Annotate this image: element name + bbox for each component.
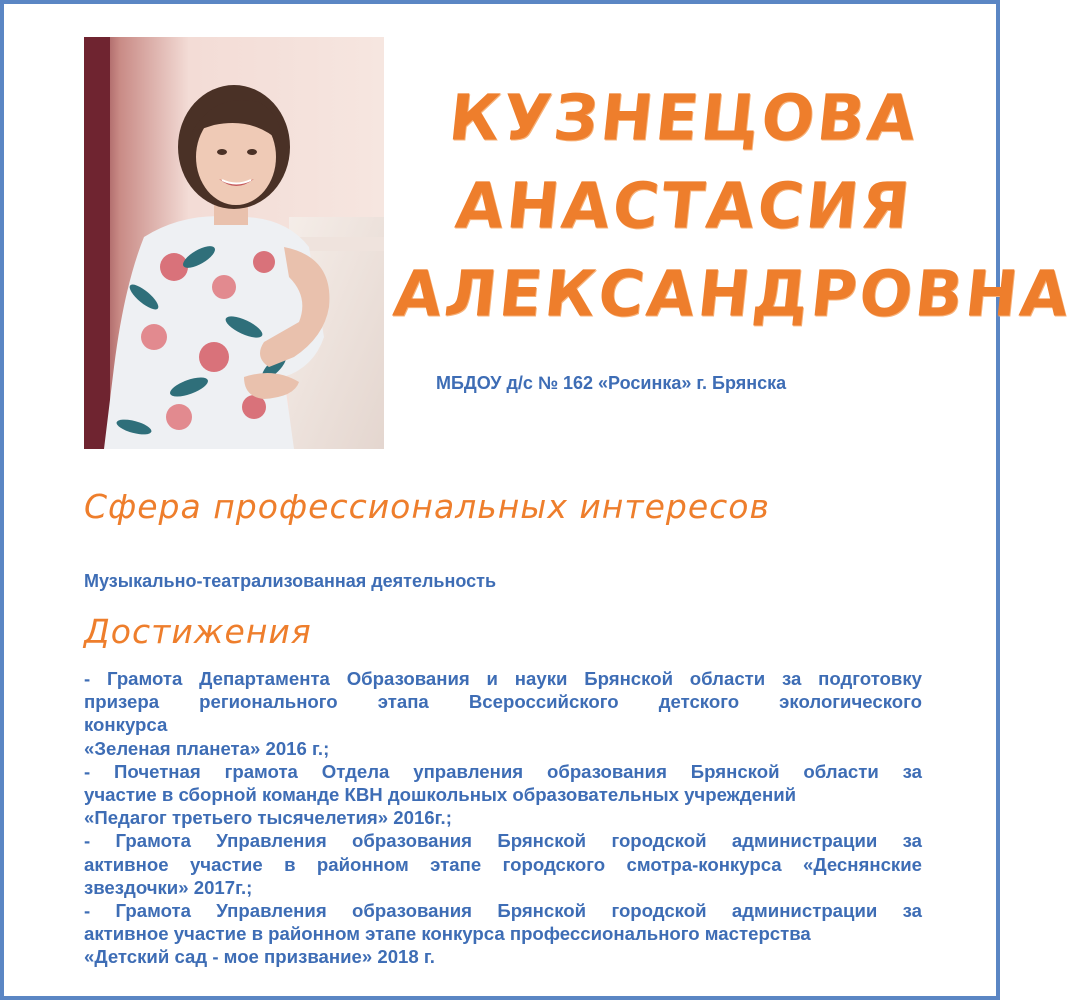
surname: КУЗНЕЦОВА bbox=[445, 80, 923, 155]
portrait-photo bbox=[84, 37, 384, 449]
achievements-heading: Достижения bbox=[84, 612, 312, 651]
achievement-line: звездочки» 2017г.; bbox=[84, 876, 253, 898]
patronymic: АЛЕКСАНДРОВНА bbox=[390, 256, 1076, 331]
achievement-line: - Грамота Управления образования Брянской городской администрации за bbox=[84, 830, 922, 852]
achievement-line: призера регионального этапа Всероссийского детского экологического bbox=[84, 691, 922, 713]
first-name: АНАСТАСИЯ bbox=[452, 168, 916, 243]
achievement-line: - Почетная грамота Отдела управления образования Брянской области за bbox=[84, 760, 922, 782]
full-name bbox=[390, 74, 1076, 338]
achievement-line: «Детский сад - мое призвание» 2018 г. bbox=[84, 946, 435, 968]
achievement-line: участие в сборной команде КВН дошкольных образовательных учреждений bbox=[84, 783, 797, 805]
achievement-line: активное участие в районном этапе конкурса профессионального мастерства bbox=[84, 923, 811, 945]
achievement-line: конкурса bbox=[84, 714, 168, 736]
achievement-line: активное участие в районном этапе городского смотра-конкурса «Деснянские bbox=[84, 853, 922, 875]
interests-text: Музыкально-театрализованная деятельность bbox=[84, 571, 497, 591]
organization: МБДОУ д/с № 162 «Росинка» г. Брянска bbox=[436, 373, 787, 393]
achievement-line: - Грамота Управления образования Брянской городской администрации за bbox=[84, 899, 922, 921]
achievement-line: «Педагог третьего тысячелетия» 2016г.; bbox=[84, 807, 452, 829]
achievement-line: «Зеленая планета» 2016 г.; bbox=[84, 737, 330, 759]
achievements-list bbox=[84, 667, 922, 969]
achievement-line: - Грамота Департамента Образования и науки Брянской области за подготовку bbox=[84, 668, 922, 689]
interests-heading: Сфера профессиональных интересов bbox=[84, 487, 770, 526]
